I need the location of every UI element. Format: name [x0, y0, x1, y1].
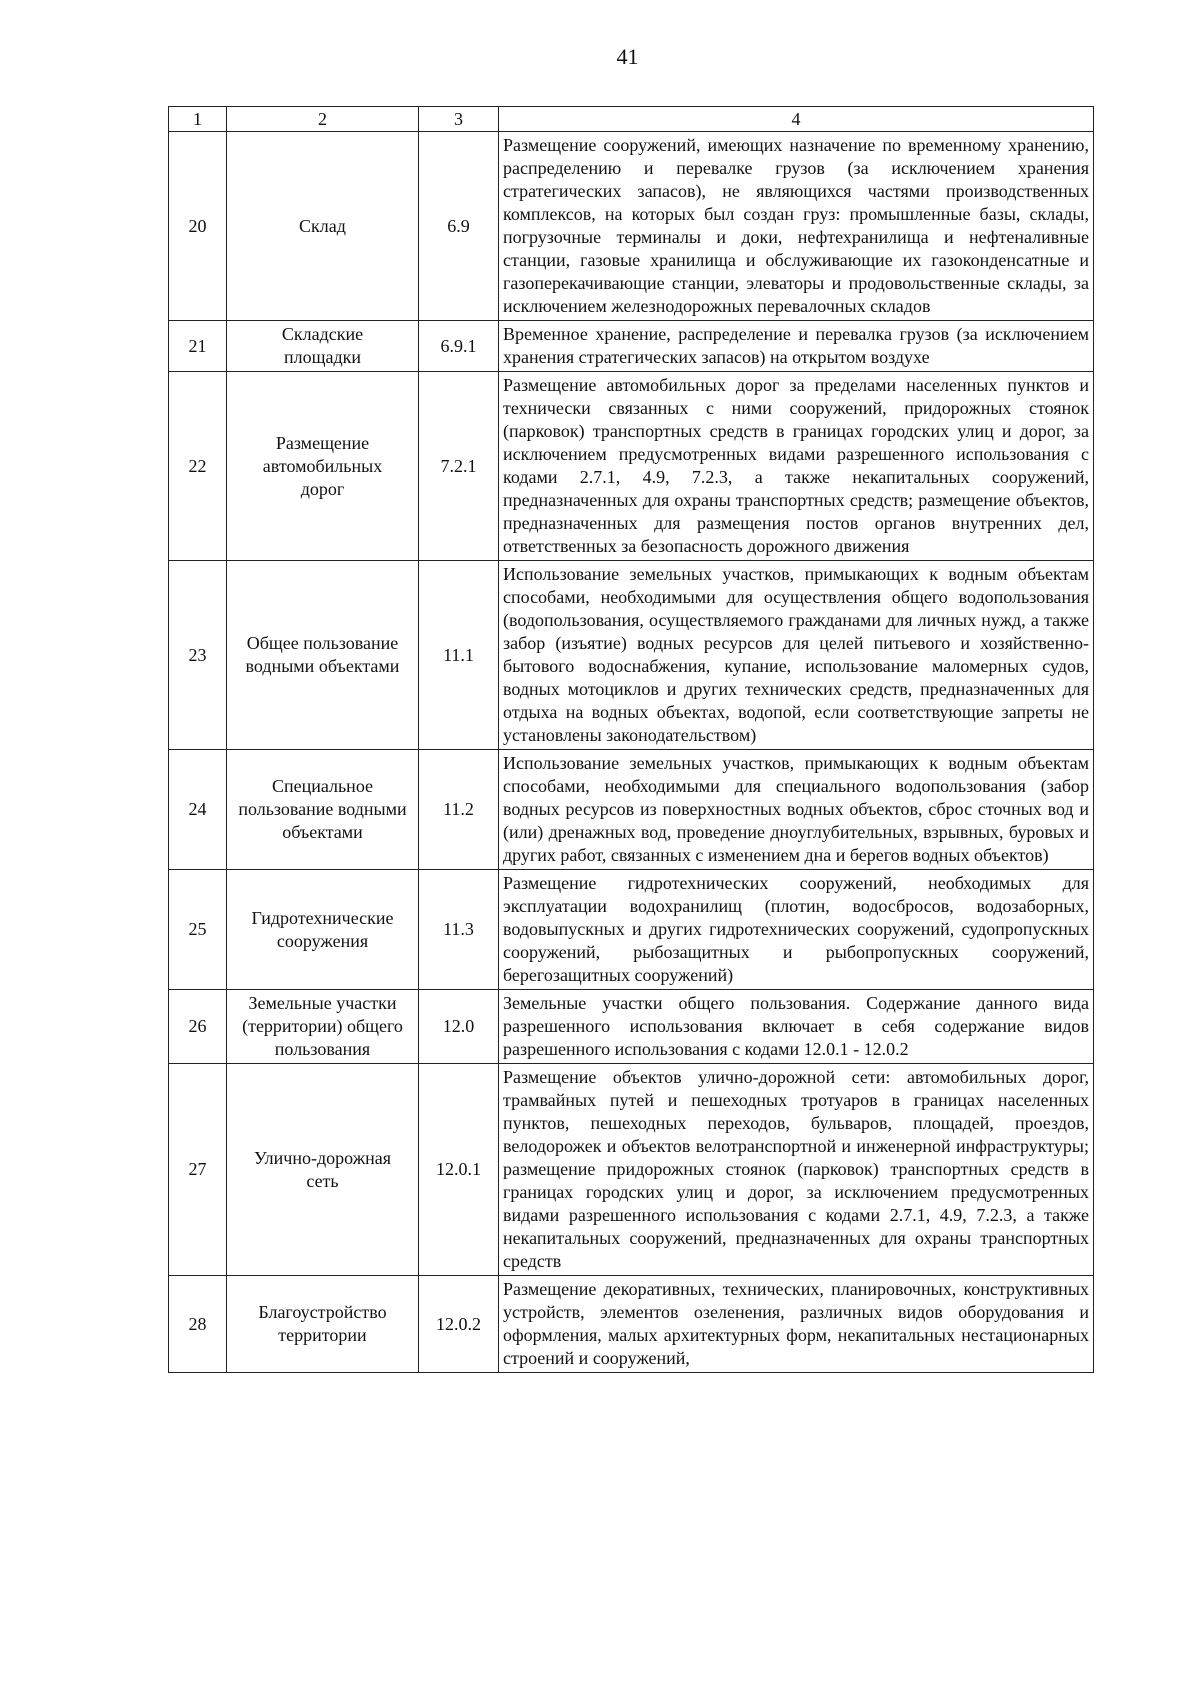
row-code: 11.2	[419, 750, 499, 870]
table-row	[169, 1276, 1094, 1373]
table-row	[169, 372, 1094, 561]
row-number: 24	[169, 750, 227, 870]
row-number: 25	[169, 870, 227, 990]
row-name: Благоустройство территории	[227, 1276, 419, 1373]
table-row	[169, 561, 1094, 750]
row-code: 6.9	[419, 132, 499, 321]
row-description: Земельные участки общего пользования. Содержание данного вида разрешенного использования включает в себя содержание видов разрешенного использования с кодами 12.0.1 - 12.0.2	[499, 990, 1094, 1064]
header-cell-3: 3	[419, 107, 499, 132]
row-number: 23	[169, 561, 227, 750]
row-name: Общее пользование водными объектами	[227, 561, 419, 750]
table-row	[169, 132, 1094, 321]
row-code: 6.9.1	[419, 321, 499, 372]
row-number: 26	[169, 990, 227, 1064]
table-row	[169, 321, 1094, 372]
table-header-row	[169, 107, 1094, 132]
row-number: 22	[169, 372, 227, 561]
table-row	[169, 870, 1094, 990]
row-name: Гидротехнические сооружения	[227, 870, 419, 990]
row-name: Земельные участки (территории) общего пользования	[227, 990, 419, 1064]
row-code: 12.0.1	[419, 1064, 499, 1276]
row-code: 12.0	[419, 990, 499, 1064]
row-code: 11.3	[419, 870, 499, 990]
row-description: Использование земельных участков, примыкающих к водным объектам способами, необходимыми для осуществления общего водопользования (водопользования, осуществляемого гражданами для личных нужд, а также забор (изъятие) водных ресурсов для целей питьевого и хозяйственно-бытового водоснабжения, купание, использование маломерных судов, водных мотоциклов и других технических средств, предназначенных для отдыха на водных объектах, водопой, если соответствующие запреты не установлены законодательством)	[499, 561, 1094, 750]
row-description: Использование земельных участков, примыкающих к водным объектам способами, необходимыми для специального водопользования (забор водных ресурсов из поверхностных водных объектов, сброс сточных вод и (или) дренажных вод, проведение дноуглубительных, взрывных, буровых и других работ, связанных с изменением дна и берегов водных объектов)	[499, 750, 1094, 870]
row-number: 20	[169, 132, 227, 321]
header-cell-4: 4	[499, 107, 1094, 132]
row-code: 12.0.2	[419, 1276, 499, 1373]
row-name: Улично-дорожная сеть	[227, 1064, 419, 1276]
row-description: Размещение сооружений, имеющих назначение по временному хранению, распределению и перевалке грузов (за исключением хранения стратегических запасов), не являющихся частями производственных комплексов, на которых был создан груз: промышленные базы, склады, погрузочные терминалы и доки, нефтехранилища и нефтеналивные станции, газовые хранилища и обслуживающие их газоконденсатные и газоперекачивающие станции, элеваторы и продовольственные склады, за исключением железнодорожных перевалочных складов	[499, 132, 1094, 321]
row-description: Размещение объектов улично-дорожной сети: автомобильных дорог, трамвайных путей и пешеходных тротуаров в границах населенных пунктов, пешеходных переходов, бульваров, площадей, проездов, велодорожек и объектов велотранспортной и инженерной инфраструктуры; размещение придорожных стоянок (парковок) транспортных средств в границах городских улиц и дорог, за исключением предусмотренных видами разрешенного использования с кодами 2.7.1, 4.9, 7.2.3, а также некапитальных сооружений, предназначенных для охраны транспортных средств	[499, 1064, 1094, 1276]
table-row	[169, 750, 1094, 870]
row-code: 11.1	[419, 561, 499, 750]
page-number: 41	[616, 44, 639, 69]
row-description: Временное хранение, распределение и перевалка грузов (за исключением хранения стратегических запасов) на открытом воздухе	[499, 321, 1094, 372]
row-name: Специальное пользование водными объектами	[227, 750, 419, 870]
row-name: Склад	[227, 132, 419, 321]
row-name: Складские площадки	[227, 321, 419, 372]
row-number: 27	[169, 1064, 227, 1276]
row-name: Размещение автомобильных дорог	[227, 372, 419, 561]
row-description: Размещение автомобильных дорог за пределами населенных пунктов и технически связанных с ними сооружений, придорожных стоянок (парковок) транспортных средств в границах городских улиц и дорог, за исключением предусмотренных видами разрешенного использования с кодами 2.7.1, 4.9, 7.2.3, а также некапитальных сооружений, предназначенных для охраны транспортных средств; размещение объектов, предназначенных для размещения постов органов внутренних дел, ответственных за безопасность дорожного движения	[499, 372, 1094, 561]
land-use-table	[168, 106, 1094, 1373]
header-cell-2: 2	[227, 107, 419, 132]
header-cell-1: 1	[169, 107, 227, 132]
row-number: 28	[169, 1276, 227, 1373]
row-code: 7.2.1	[419, 372, 499, 561]
table-row	[169, 990, 1094, 1064]
row-description: Размещение декоративных, технических, планировочных, конструктивных устройств, элементов озеленения, различных видов оборудования и оформления, малых архитектурных форм, некапитальных нестационарных строений и сооружений,	[499, 1276, 1094, 1373]
table-row	[169, 1064, 1094, 1276]
row-number: 21	[169, 321, 227, 372]
row-description: Размещение гидротехнических сооружений, необходимых для эксплуатации водохранилищ (плотин, водосбросов, водозаборных, водовыпускных и других гидротехнических сооружений, судопропускных сооружений, рыбозащитных и рыбопропускных сооружений, берегозащитных сооружений)	[499, 870, 1094, 990]
